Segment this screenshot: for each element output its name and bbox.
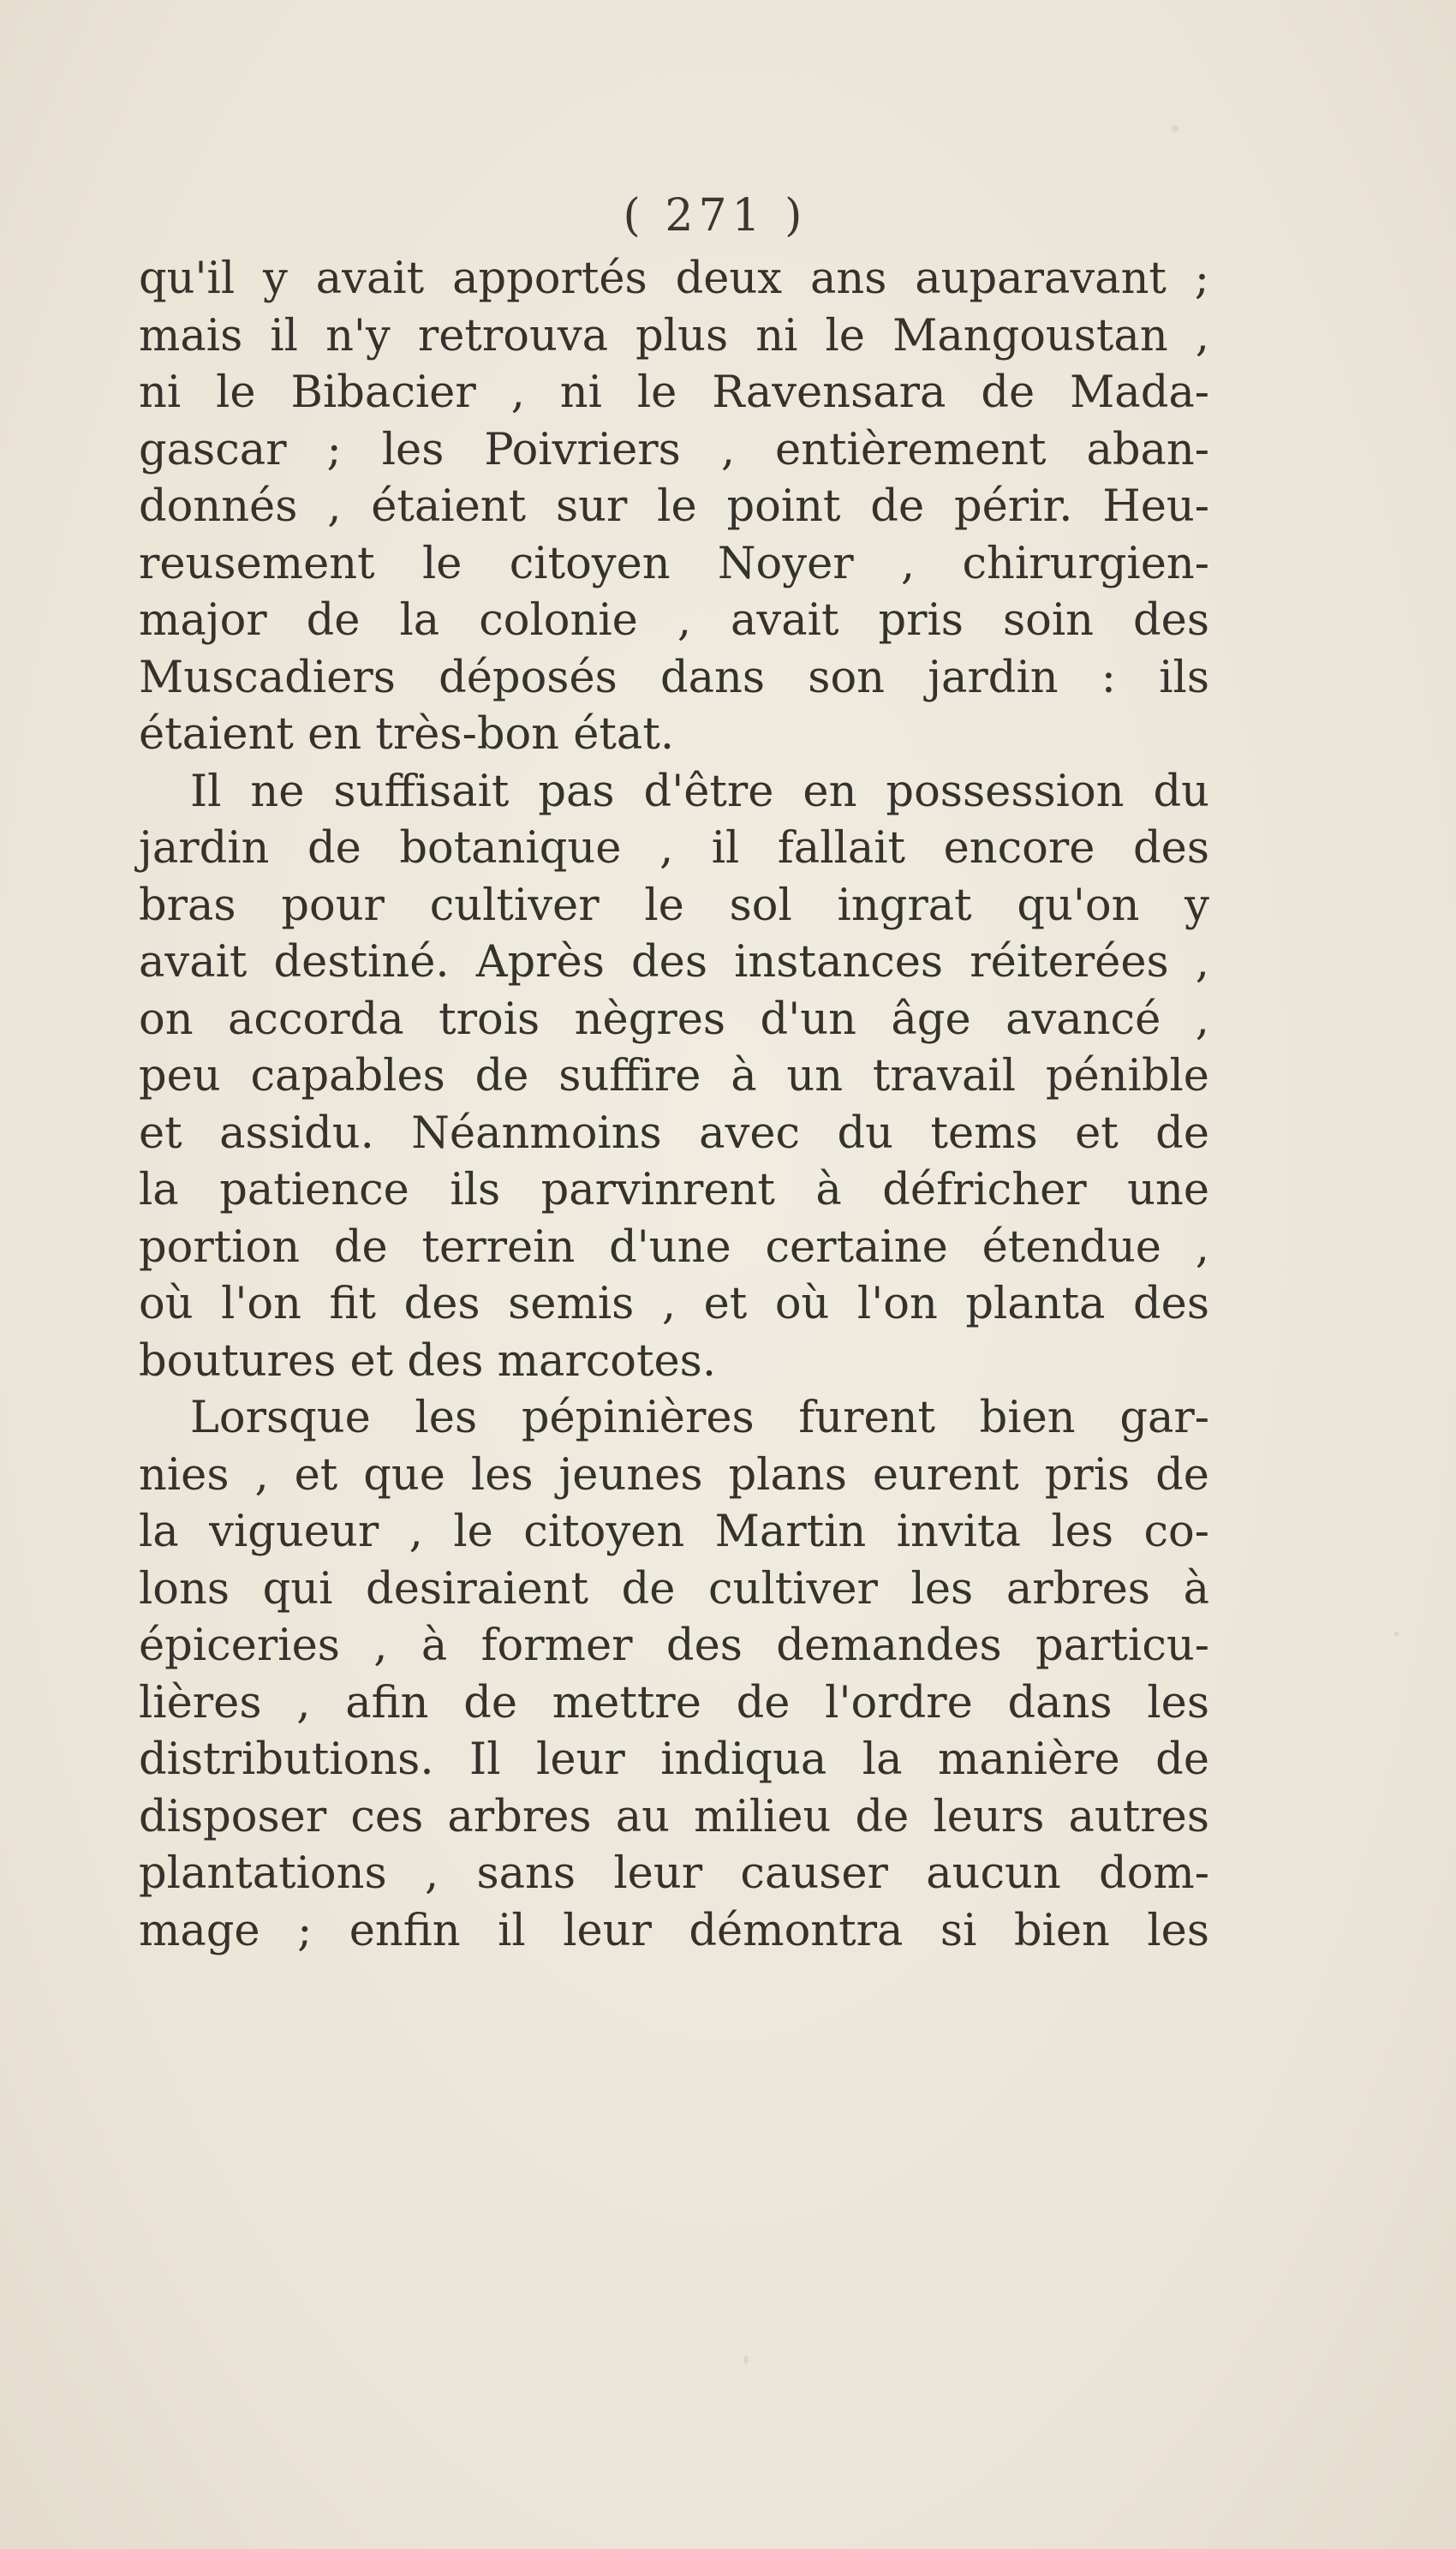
paragraph-start-line: Lorsque les pépinières furent bien gar- xyxy=(190,1393,1209,1443)
text-line: où l'on fit des semis , et où l'on planta des xyxy=(139,1279,1209,1329)
text-line: reusement le citoyen Noyer , chirurgien- xyxy=(139,538,1209,589)
text-line: et assidu. Néanmoins avec du tems et de xyxy=(139,1107,1209,1159)
text-line: épiceries , à former des demandes particu- xyxy=(139,1621,1209,1671)
text-line: distributions. Il leur indiqua la manière de xyxy=(139,1734,1209,1785)
text-line: on accorda trois nègres d'un âge avancé , xyxy=(139,994,1209,1045)
text-line: jardin de botanique , il fallait encore des xyxy=(139,823,1209,874)
text-line: ni le Bibacier , ni le Ravensara de Mada- xyxy=(139,367,1209,418)
paper-speck xyxy=(1172,125,1179,132)
text-line: major de la colonie , avait pris soin des xyxy=(139,595,1209,646)
text-line: la patience ils parvinrent à défricher une xyxy=(139,1165,1209,1215)
text-line: nies , et que les jeunes plans eurent pris de xyxy=(139,1449,1209,1501)
paragraph-start-line: Il ne suffisait pas d'être en possession du xyxy=(190,766,1209,817)
body-text xyxy=(139,251,1209,1960)
page-number: ( 271 ) xyxy=(623,190,808,242)
text-line: donnés , étaient sur le point de périr. Heu- xyxy=(139,481,1209,532)
text-line: portion de terrein d'une certaine étendue , xyxy=(139,1221,1209,1273)
text-line: disposer ces arbres au milieu de leurs autres xyxy=(139,1791,1209,1842)
text-line: étaient en très-bon état. xyxy=(139,709,675,760)
text-line: lons qui desiraient de cultiver les arbres à xyxy=(139,1563,1209,1615)
text-line: gascar ; les Poivriers , entièrement aban- xyxy=(139,424,1209,475)
text-line: mage ; enfin il leur démontra si bien les xyxy=(139,1905,1209,1956)
paper-speck xyxy=(743,2355,749,2364)
text-line: qu'il y avait apportés deux ans auparavant ; xyxy=(139,254,1209,304)
text-line: plantations , sans leur causer aucun dom- xyxy=(139,1848,1209,1899)
text-line: mais il n'y retrouva plus ni le Mangoustan , xyxy=(139,310,1209,361)
text-line: bras pour cultiver le sol ingrat qu'on y xyxy=(139,880,1209,931)
text-line: lières , afin de mettre de l'ordre dans les xyxy=(139,1677,1209,1728)
text-line: peu capables de suffire à un travail pénible xyxy=(139,1051,1209,1101)
text-line: avait destiné. Après des instances réiterées , xyxy=(139,937,1209,988)
text-line: Muscadiers déposés dans son jardin : ils xyxy=(139,652,1209,703)
paper-speck xyxy=(1394,1632,1399,1636)
text-line: boutures et des marcotes. xyxy=(139,1335,717,1387)
text-line: la vigueur , le citoyen Martin invita les co- xyxy=(139,1507,1209,1557)
